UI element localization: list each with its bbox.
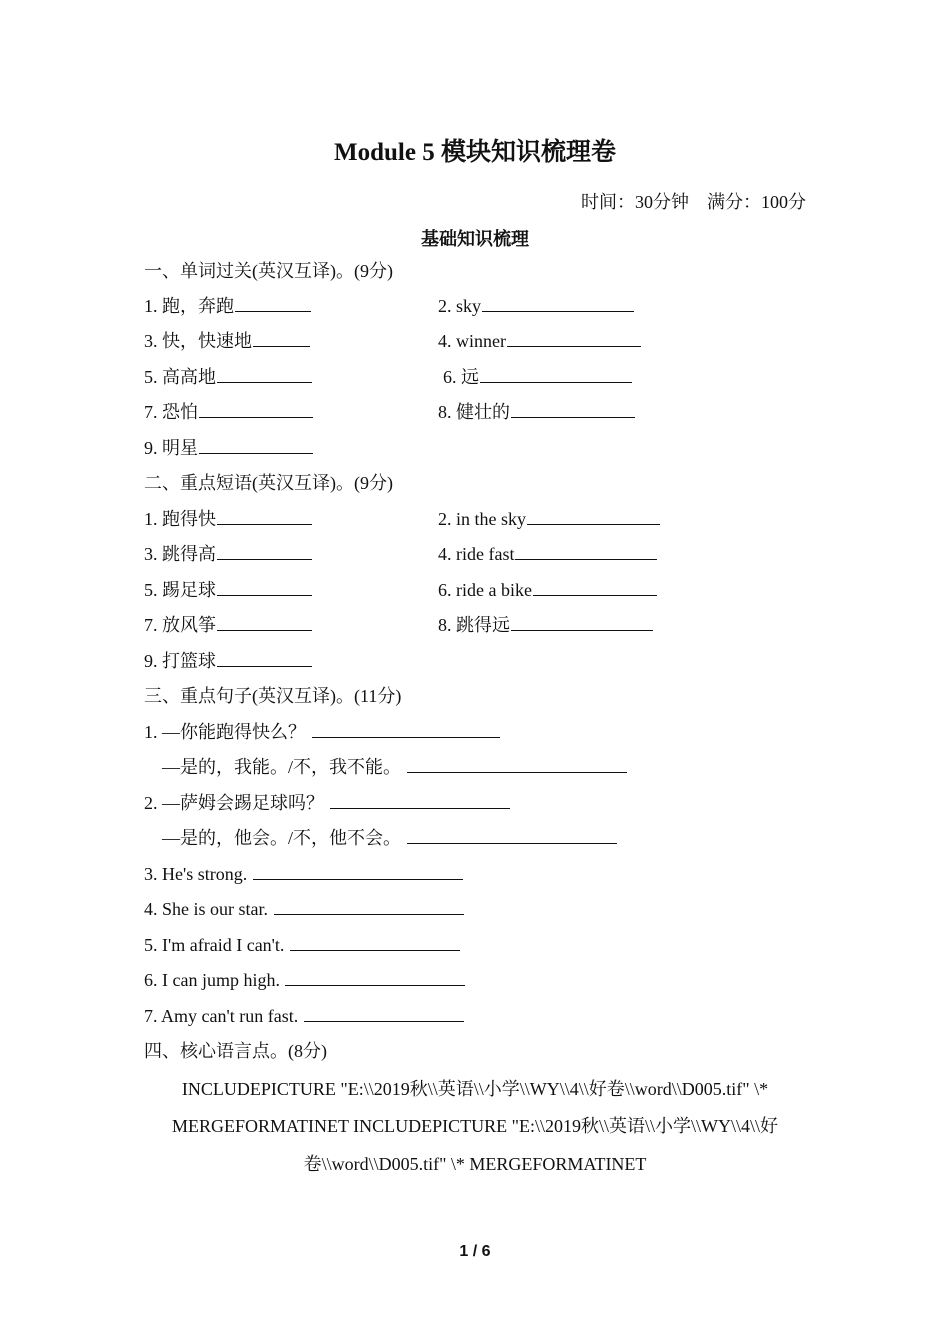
sentence-item: 3. He's strong. <box>144 862 463 886</box>
answer-blank[interactable] <box>482 294 634 312</box>
phrase-item: 9. 打篮球 <box>144 649 312 673</box>
answer-blank[interactable] <box>511 613 653 631</box>
field-code-line: 卷\\word\\D005.tif" \* MERGEFORMATINET <box>303 1154 647 1174</box>
word-item: 5. 高高地 <box>144 365 312 389</box>
answer-blank[interactable] <box>330 791 510 809</box>
phrase-item: 3. 跳得高 <box>144 542 312 566</box>
answer-blank[interactable] <box>285 968 465 986</box>
section-4-heading: 四、核心语言点。(8分) <box>144 1041 327 1061</box>
sentence-item: 7. Amy can't run fast. <box>144 1004 464 1028</box>
answer-blank[interactable] <box>217 365 312 383</box>
word-item: 4. winner <box>438 329 641 353</box>
phrase-item: 5. 踢足球 <box>144 578 312 602</box>
answer-blank[interactable] <box>515 542 657 560</box>
section-2-heading: 二、重点短语(英汉互译)。(9分) <box>144 473 393 493</box>
answer-blank[interactable] <box>253 862 463 880</box>
answer-blank[interactable] <box>217 578 312 596</box>
word-item: 6. 远 <box>443 365 632 389</box>
answer-blank[interactable] <box>511 400 635 418</box>
word-item: 3. 快，快速地 <box>144 329 310 353</box>
word-item: 2. sky <box>438 294 634 318</box>
answer-blank[interactable] <box>217 507 312 525</box>
phrase-item: 2. in the sky <box>438 507 660 531</box>
sentence-item: 2. —萨姆会踢足球吗？ <box>144 791 510 815</box>
word-item: 1. 跑，奔跑 <box>144 294 311 318</box>
answer-blank[interactable] <box>290 933 460 951</box>
answer-blank[interactable] <box>527 507 660 525</box>
section-group-title: 基础知识梳理 <box>421 229 529 249</box>
section-1-heading: 一、单词过关(英汉互译)。(9分) <box>144 261 393 281</box>
phrase-item: 6. ride a bike <box>438 578 657 602</box>
answer-blank[interactable] <box>217 649 312 667</box>
time-and-score: 时间：30分钟 满分：100分 <box>581 192 806 212</box>
page-number: 1 / 6 <box>459 1243 491 1260</box>
phrase-item: 4. ride fast <box>438 542 657 566</box>
answer-blank[interactable] <box>533 578 657 596</box>
phrase-item: 7. 放风筝 <box>144 613 312 637</box>
word-item: 7. 恐怕 <box>144 400 313 424</box>
answer-blank[interactable] <box>274 897 464 915</box>
phrase-item: 1. 跑得快 <box>144 507 312 531</box>
answer-blank[interactable] <box>199 400 313 418</box>
sentence-item: —是的，他会。/不，他不会。 <box>162 826 617 850</box>
field-code-line: MERGEFORMATINET INCLUDEPICTURE "E:\\2019秋\\英语\\小学\\WY\\4\\好 <box>171 1116 778 1136</box>
answer-blank[interactable] <box>253 329 310 347</box>
answer-blank[interactable] <box>304 1004 464 1022</box>
answer-blank[interactable] <box>407 826 617 844</box>
word-item: 8. 健壮的 <box>438 400 635 424</box>
answer-blank[interactable] <box>407 755 627 773</box>
sentence-item: 4. She is our star. <box>144 897 464 921</box>
answer-blank[interactable] <box>312 720 500 738</box>
answer-blank[interactable] <box>217 542 312 560</box>
answer-blank[interactable] <box>235 294 311 312</box>
sentence-item: 6. I can jump high. <box>144 968 465 992</box>
page-title: Module 5 模块知识梳理卷 <box>334 139 616 166</box>
answer-blank[interactable] <box>199 436 313 454</box>
section-3-heading: 三、重点句子(英汉互译)。(11分) <box>144 686 402 706</box>
sentence-item: —是的，我能。/不，我不能。 <box>162 755 627 779</box>
answer-blank[interactable] <box>507 329 641 347</box>
answer-blank[interactable] <box>217 613 312 631</box>
word-item: 9. 明星 <box>144 436 313 460</box>
answer-blank[interactable] <box>480 365 632 383</box>
phrase-item: 8. 跳得远 <box>438 613 653 637</box>
sentence-item: 1. —你能跑得快么？ <box>144 720 500 744</box>
field-code-line: INCLUDEPICTURE "E:\\2019秋\\英语\\小学\\WY\\4\\好卷\\word\\D005.tif" \* <box>181 1079 769 1099</box>
sentence-item: 5. I'm afraid I can't. <box>144 933 460 957</box>
